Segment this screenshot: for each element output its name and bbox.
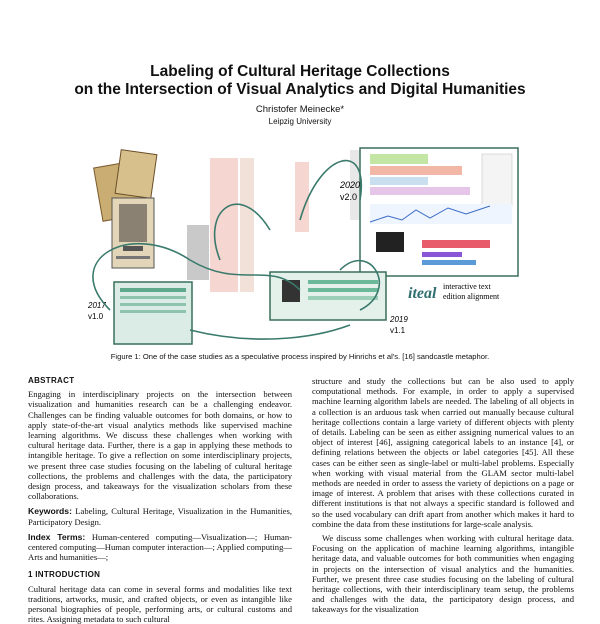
abstract-heading: ABSTRACT [28, 376, 75, 385]
index-terms-text: Human-centered computing—Visualization—; Human-centered computing—Human computer interaction—; Applied computing—Arts and humanities—; [28, 531, 292, 563]
year-2017-label: 2017 [88, 301, 106, 310]
right-column [312, 376, 574, 615]
year-2020-label: 2020 [340, 180, 361, 190]
author-affiliation: Leipzig University [268, 117, 332, 126]
iteal-logo [408, 282, 500, 302]
paper-title-line1: Labeling of Cultural Heritage Collections [150, 63, 450, 80]
abstract-text: Engaging in interdisciplinary projects on the intersection between visualization and humanities research can be a challenging endeavor. Challenges can be finding valuable outcomes for both domains, or how to apply state-of-the-art visual analytics methods like supervised machine learning algorithms. We discuss these challenges when working with cultural heritage data. Further, there is a gap in applying these methods to intangible heritage. To give a reflection on some interdisciplinary projects, we present three case studies focusing on the labeling of cultural heritage collections, the problems and challenges with the data, the participatory design process, and takeaways for the visualization scholars from these collaborations. [28, 389, 292, 502]
index-terms [28, 532, 292, 563]
intro-heading: 1 INTRODUCTION [28, 570, 101, 580]
manuscript-images [94, 150, 157, 268]
iteal-caption-line2: edition alignment [443, 292, 500, 301]
author-name: Christofer Meinecke* [255, 104, 345, 115]
teaser-figure [70, 140, 540, 345]
screenshot-v11 [270, 272, 408, 335]
screenshot-v1 [87, 282, 192, 344]
keywords-label: Keywords: [28, 506, 72, 517]
right-paragraph-1: structure and study the collections but can be also used to apply computational methods. For example, in order to apply a supervised machine learning algorithm labels are needed. The labeling of all objects in a collection is an arduous task when carried out manually because cultural heritage collections contain a large variety of different objects with plenty of details. Labeling can be seen as either assigning numerical values to an object of interest [46], assigning categorical labels to an instance [4], or defining relations between the objects or label categories [45]. All these cases can be either seen as single-label or multi-label problems. Especially when working with visual material from the GLAM sector multi-label methods are needed in order to assess the variety of depictions on a page or image of interest. A problem that arises with these collections curated in different institutions is that not always a specific standard is followed and so the used vocabulary can drift apart from another which makes it hard to combine the data from these institutions for large-scale analysis. [312, 376, 574, 529]
version-1-label: v1.0 [88, 312, 104, 321]
iteal-caption-line1: interactive text [443, 282, 491, 291]
keywords [28, 506, 292, 526]
intro-text: Cultural heritage data can come in several forms and modalities like text traditions, artworks, music, and crafted objects, or even as intangible like personal biographies of people, performing arts, or cultural customs and rites. Assigning metadata to such cultural [28, 583, 292, 624]
version-2-label: v2.0 [340, 192, 358, 202]
index-terms-label: Index Terms: [28, 531, 86, 542]
iteal-logo-text: iteal [408, 285, 437, 302]
version-11-label: v1.1 [390, 326, 406, 335]
screenshot-v2 [339, 148, 518, 276]
right-paragraph-2: We discuss some challenges when working with cultural heritage data. Focusing on the application of machine learning algorithms, intangible heritage data, and valuable outcomes for both communities when engaging in projects on the intersection of visual analytics and the humanities. Further, we present three case studies focusing on the labeling of cultural heritage collections, with their interdisciplinary team setup, the problems and challenges with the data, the participatory design process, and takeaways for the visualization [312, 533, 574, 615]
paper-title-line2: on the Intersection of Visual Analytics and Digital Humanities [74, 81, 526, 98]
left-column [28, 376, 292, 624]
year-2019-label: 2019 [390, 315, 408, 324]
keywords-text: Labeling, Cultural Heritage, Visualization in the Humanities, Participatory Design. [28, 506, 292, 527]
figure-caption: Figure 1: One of the case studies as a speculative process inspired by Hinrichs et al's. [16] sandcastle metaphor. [110, 352, 490, 361]
